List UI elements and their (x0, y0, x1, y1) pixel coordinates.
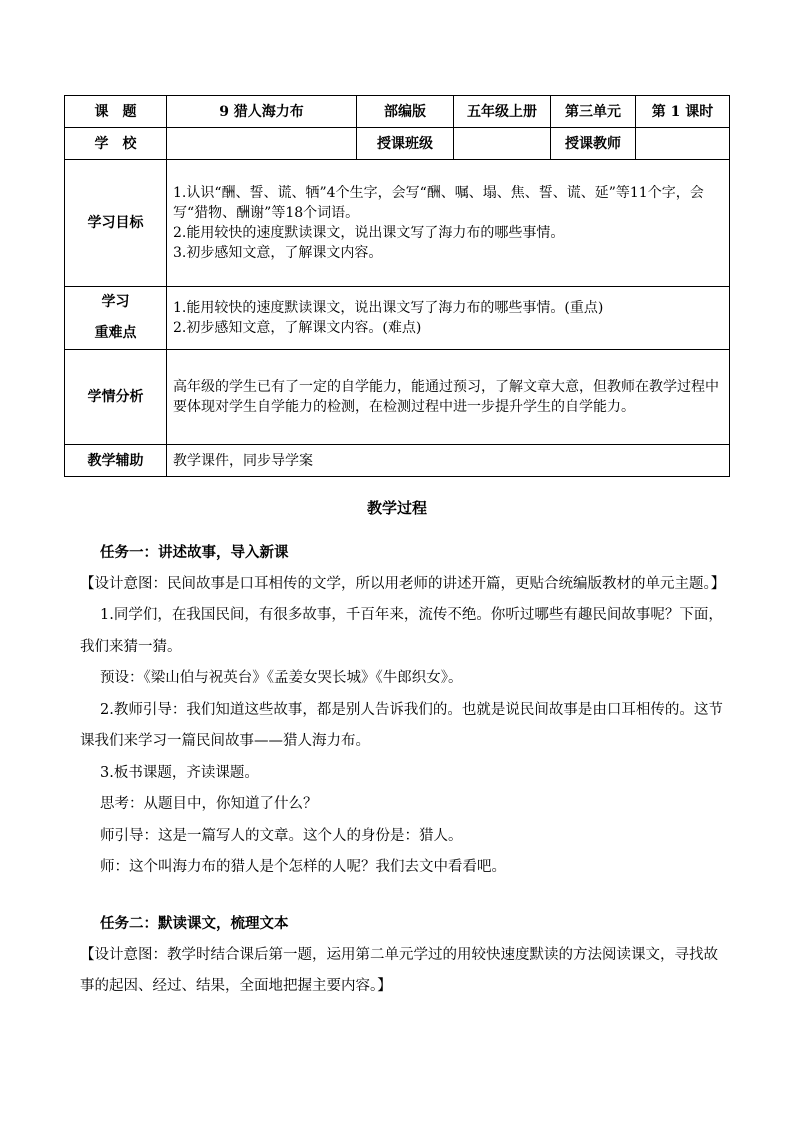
task2-section (80, 908, 725, 1003)
analysis-content: 高年级的学生已有了一定的自学能力，能通过预习，了解文章大意，但教师在教学过程中要体现对学生自学能力的检测，在检测过程中进一步提升学生的自学能力。 (167, 350, 730, 445)
key-points-label-line1: 学习 (101, 294, 130, 310)
lesson-title: 9 猎人海力布 (167, 96, 357, 128)
lesson-info-table (64, 95, 730, 477)
key-points-content (167, 287, 730, 350)
task1-paragraph: 预设：《梁山伯与祝英台》《孟姜女哭长城》《牛郎织女》。 (100, 670, 463, 686)
task1-paragraph: 师引导：这是一篇写人的文章。这个人的身份是：猎人。 (100, 827, 463, 844)
task2-design-note: 【设计意图：教学时结合课后第一题，运用第二单元学过的用较快速度默读的方法阅读课文，寻找故事的起因、经过、结果，全面地把握主要内容。】 (80, 946, 718, 994)
school-label: 学 校 (65, 128, 167, 160)
task1-paragraph: 思考：从题目中，你知道了什么？ (100, 796, 318, 812)
class-label: 授课班级 (357, 128, 454, 160)
goal-item: 2.能用较快的速度默读课文，说出课文写了海力布的哪些事情。 (173, 225, 565, 241)
header-row (65, 96, 730, 128)
task1-paragraph: 师：这个叫海力布的猎人是个怎样的人呢？我们去文中看看吧。 (100, 859, 506, 875)
key-points-label-line2: 重难点 (94, 325, 137, 341)
goal-item: 1.认识“酬、誓、谎、牺”4个生字，会写“酬、嘱、塌、焦、誓、谎、延”等11个字，会写“猎物、酬谢”等18个词语。 (173, 185, 704, 221)
school-value (167, 128, 357, 160)
goals-row (65, 160, 730, 287)
process-title: 教学过程 (366, 499, 427, 517)
key-point-item: 2.初步感知文意，了解课文内容。(难点) (173, 320, 422, 336)
topic-label: 课 题 (65, 96, 167, 128)
task1-paragraph: 3.板书课题，齐读课题。 (100, 764, 259, 781)
key-point-item: 1.能用较快的速度默读课文，说出课文写了海力布的哪些事情。(重点) (173, 300, 604, 316)
teacher-value (636, 128, 730, 160)
analysis-row (65, 350, 730, 445)
goal-item: 3.初步感知文意，了解课文内容。 (173, 245, 383, 261)
task1-paragraph: 2.教师引导：我们知道这些故事，都是别人告诉我们的。也就是说民间故事是由口耳相传的。这节课我们来学习一篇民间故事——猎人海力布。 (80, 701, 723, 749)
task1-section (80, 537, 725, 884)
task2-heading: 任务二：默读课文，梳理文本 (100, 915, 289, 932)
teacher-label: 授课教师 (551, 128, 636, 160)
edition: 部编版 (357, 96, 454, 128)
aids-row (65, 445, 730, 477)
school-row (65, 128, 730, 160)
goals-label: 学习目标 (65, 160, 167, 287)
lesson-number: 第 1 课时 (636, 96, 730, 128)
task1-paragraph: 1.同学们，在我国民间，有很多故事，千百年来，流传不绝。你听过哪些有趣民间故事呢？下面，我们来猜一猜。 (80, 607, 723, 655)
analysis-label: 学情分析 (65, 350, 167, 445)
task1-heading: 任务一：讲述故事，导入新课 (100, 544, 289, 561)
grade: 五年级上册 (454, 96, 551, 128)
key-points-row (65, 287, 730, 350)
key-points-label (65, 287, 167, 350)
aids-content: 教学课件，同步导学案 (167, 445, 730, 477)
aids-label: 教学辅助 (65, 445, 167, 477)
task1-design-note: 【设计意图：民间故事是口耳相传的文学，所以用老师的讲述开篇，更贴合统编版教材的单元主题。】 (80, 575, 726, 592)
unit: 第三单元 (551, 96, 636, 128)
goals-content (167, 160, 730, 287)
class-value (454, 128, 551, 160)
